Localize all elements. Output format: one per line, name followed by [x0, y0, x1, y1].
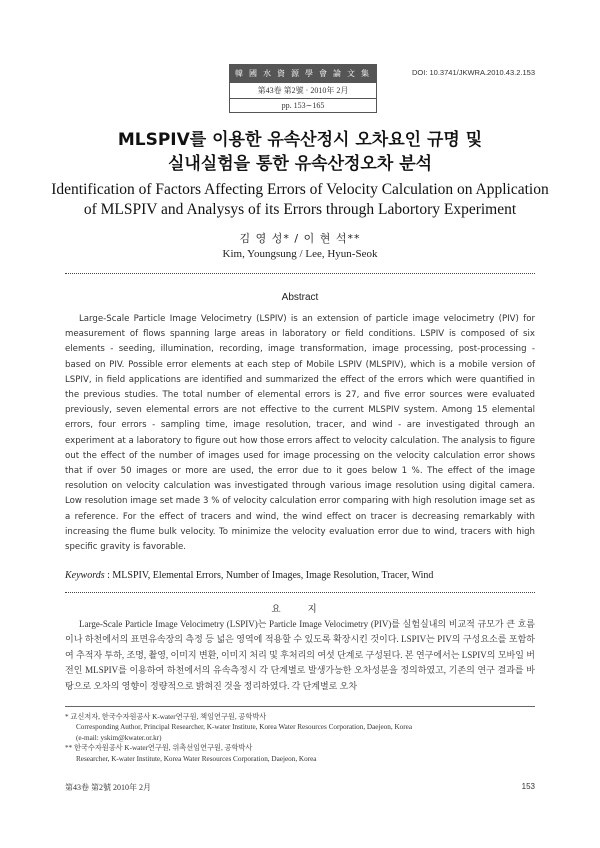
korean-abstract-heading: 요 지: [271, 604, 329, 615]
doi: DOI: 10.3741/JKWRA.2010.43.2.153: [412, 68, 535, 77]
footnote-1-email: (e-mail: yskim@kwater.or.kr): [76, 733, 162, 742]
journal-volume: 第43卷 第2號 · 2010年 2月: [230, 82, 376, 98]
korean-title-line-2: 실내실험을 통한 유속산정오차 분석: [167, 154, 433, 174]
footnotes: [65, 712, 535, 764]
english-title-line-1: Identification of Factors Affecting Errors of Velocity Calculation on Application: [51, 181, 549, 198]
journal-name: 韓 國 水 資 源 學 會 論 文 集: [230, 65, 376, 82]
abstract-body: Large-Scale Particle Image Velocimetry (LSPIV) is an extension of particle image velocimetry (PIV) for measurement of flows spanning large areas in laboratory or field conditions. LSPIV is composed of six elements - seeding, illumination, recording, image transformation, image processing, post-processing - based on PIV. Possible error elements at each step of Mobile LSPIV (MLSPIV), which is a mobile version of LSPIV, in field applications are identified and summarized the effect of the errors which were quantified in the previous studies. The total number of elemental errors is 27, and five error sources were evaluated previously, seven elemental errors are not effective to the current MLSPIV system. Among 15 elemental errors, four errors - sampling time, image resolution, tracer, and wind - are investigated through an experiment at a laboratory to figure out how those errors affect to velocity calculation. The analysis to figure out the effect of the number of images used for image processing on the velocity calculation error shows that if over 50 images or more are used, the error due to it goes below 1 %. The effect of the image resolution on velocity calculation was investigated through various image resolution using digital camera. Low resolution image set made 3 % of velocity calculation error comparing with high resolution image set as a reference. For the effect of tracers and wind, the wind effect on tracer is decreasing remarkably with increasing the flume bulk velocity. To minimize the velocity evaluation error due to wind, tracers with high specific gravity is favorable.: [65, 314, 535, 553]
footnote-2-english: Researcher, K-water Institute, Korea Water Resources Corporation, Daejeon, Korea: [76, 754, 317, 763]
footnote-1-english: Corresponding Author, Principal Researcher, K-water Institute, Korea Water Resources Corporation, Daejeon, Korea: [76, 723, 413, 732]
divider-top: [65, 273, 535, 274]
korean-abstract-body: Large-Scale Particle Image Velocimetry (LSPIV)는 Particle Image Velocimetry (PIV)를 실험실내의 비교적 규모가 큰 흐름이나 하천에서의 표면유속장의 측정 등 넓은 영역에 적용할 수 있도록 확장시킨 것이다. LSPIV는 PIV의 구성요소를 포함하여 추적자 투하, 조명, 촬영, 이미지 변환, 이미지 처리 및 후처리의 여섯 단계로 구성된다. 본 연구에서는 LSPIV의 모바일 버전인 MLSPIV를 이용하여 하천에서의 유속측정시 각 단계별로 발생가능한 오차성분을 정의하였고, 기존의 연구 결과를 바탕으로 오차의 영향이 정량적으로 밝혀진 것을 정리하였다. 각 단계별로 오차: [65, 619, 535, 691]
keywords: [65, 570, 535, 581]
footnote-2-affiliation: ** 한국수자원공사 K-water연구원, 위촉선임연구원, 공학박사: [65, 744, 253, 753]
journal-info-box: [229, 64, 377, 113]
page-number: 153: [521, 782, 535, 791]
authors-english: Kim, Youngsung / Lee, Hyun-Seok: [222, 248, 378, 260]
journal-pages: pp. 153∼165: [230, 98, 376, 112]
footer-journal-issue: 第43卷 第2號 2010年 2月: [65, 783, 151, 792]
footnote-rule: [65, 706, 535, 707]
footnote-1-affiliation: * 교신저자, 한국수자원공사 K-water연구원, 책임연구원, 공학박사: [65, 713, 267, 721]
keywords-label: Keywords: [65, 570, 105, 581]
divider-middle: [65, 592, 535, 593]
abstract-heading: Abstract: [281, 292, 319, 303]
english-title: [40, 180, 560, 220]
korean-title: [0, 128, 600, 176]
keywords-text: : MLSPIV, Elemental Errors, Number of Images, Image Resolution, Tracer, Wind: [107, 570, 434, 581]
english-title-line-2: of MLSPIV and Analysys of its Errors through Labortory Experiment: [83, 201, 517, 218]
korean-title-line-1: MLSPIV를 이용한 유속산정시 오차요인 규명 및: [117, 130, 483, 150]
authors-korean: 김 영 성* / 이 현 석**: [239, 232, 361, 245]
